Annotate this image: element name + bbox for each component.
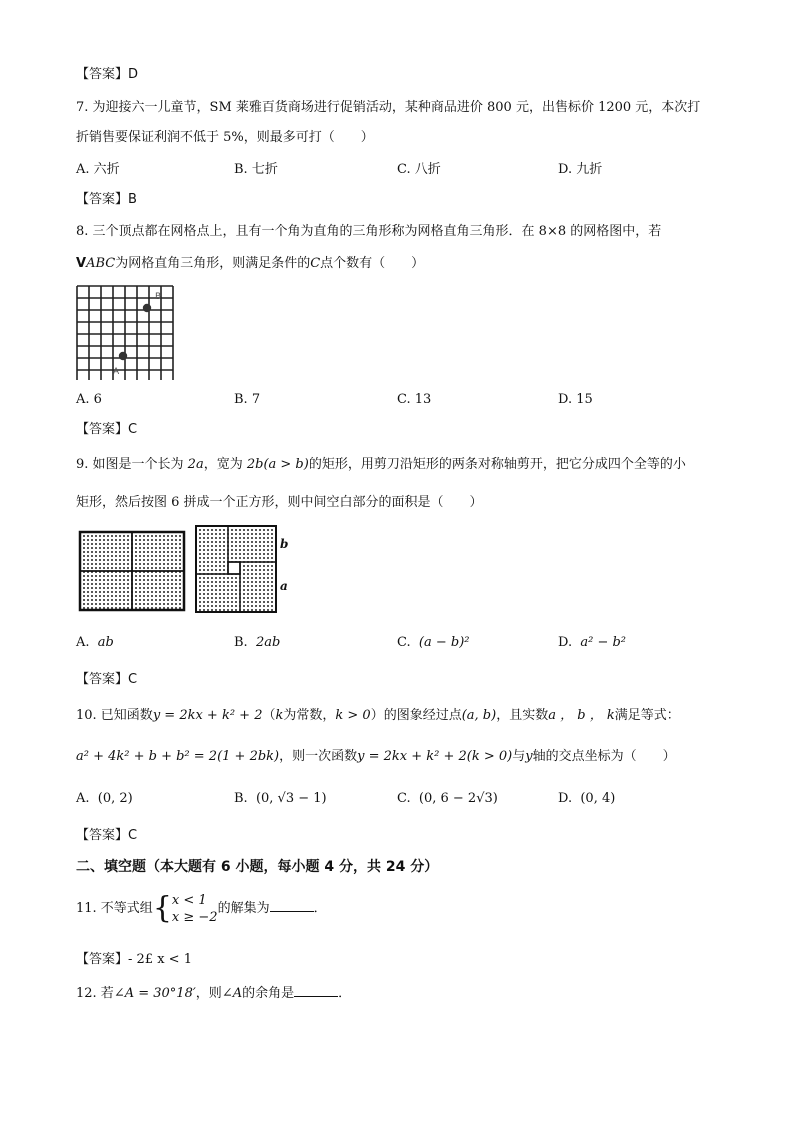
q12-line xyxy=(76,984,351,1003)
q10-option-b xyxy=(234,790,327,808)
q10-text-2: ）的图象经过点 xyxy=(370,708,462,723)
q10-text-4: 满足等式： xyxy=(614,708,680,723)
option-value: 2ab xyxy=(255,635,281,650)
option-value: (0, 4) xyxy=(580,791,616,806)
q12-angle: ∠A = 30°18′ xyxy=(113,986,196,1001)
inequality-1: x < 1 xyxy=(171,892,207,908)
square-figure xyxy=(194,524,294,616)
option-value: (a − b)² xyxy=(418,635,470,650)
answer-q7: 【答案】B xyxy=(76,192,137,207)
q9-option-a xyxy=(76,634,114,652)
q11-line xyxy=(76,889,327,929)
q8-option-d: D. 15 xyxy=(558,392,593,407)
q10-text-3: ，且实数 xyxy=(496,708,549,723)
q7-line1: 7. 为迎接六一儿童节，SM 莱雅百货商场进行促销活动，某种商品进价 800 元，出售标价 1200 元，本次打 xyxy=(76,100,701,115)
q7-line2: 折销售要保证利润不低于 5%，则最多可打（ ） xyxy=(76,130,374,145)
option-value: (0, √3 − 1) xyxy=(255,791,327,806)
answer-q8: 【答案】C xyxy=(76,422,138,437)
option-letter: D. xyxy=(558,635,573,650)
q10-option-c xyxy=(397,790,498,808)
q10-condition: k > 0 xyxy=(335,708,371,723)
q10-text-7: 轴的交点坐标为（ ） xyxy=(532,749,676,764)
q10-option-a xyxy=(76,790,133,808)
option-letter: D. xyxy=(558,791,573,806)
q9-length: 2a xyxy=(187,457,204,472)
q10-point: (a, b) xyxy=(461,708,497,723)
answer-value: - 2£ x < 1 xyxy=(128,952,192,967)
q9-text-3: 的矩形，用剪刀沿矩形的两条对称轴剪开，把它分成四个全等的小 xyxy=(308,457,686,472)
q9-option-d xyxy=(558,634,626,652)
q10-text-const: 为常数， xyxy=(283,708,336,723)
q10-equation: a² + 4k² + b + b² = 2(1 + 2bk) xyxy=(76,749,280,764)
q7-option-b: B. 七折 xyxy=(234,162,278,177)
q9-option-c xyxy=(397,634,469,652)
option-letter: A. xyxy=(76,635,90,650)
q9-line1 xyxy=(76,456,686,474)
q12-text-2: ，则 xyxy=(195,986,222,1001)
answer-q11 xyxy=(76,951,192,969)
q8-option-a: A. 6 xyxy=(76,392,102,407)
q10-text-5: ，则一次函数 xyxy=(279,749,358,764)
option-value: (0, 6 − 2√3) xyxy=(418,791,498,806)
q12-angle-ref: ∠A xyxy=(221,986,243,1001)
q7-option-d: D. 九折 xyxy=(558,162,603,177)
q8-option-c: C. 13 xyxy=(397,392,432,407)
q11-text: 11. 不等式组 xyxy=(76,901,153,916)
q10-function: y = 2kx + k² + 2 xyxy=(152,708,263,723)
q11-period: ． xyxy=(313,901,327,916)
answer-q10: 【答案】C xyxy=(76,828,138,843)
answer-q6: 【答案】D xyxy=(76,67,139,82)
option-letter: B. xyxy=(234,791,248,806)
q9-width: 2b xyxy=(246,457,264,472)
option-letter: C. xyxy=(397,791,411,806)
q8-text-end: 点个数有（ ） xyxy=(320,256,425,271)
q10-y-axis: y xyxy=(525,749,533,764)
q9-condition: (a > b) xyxy=(263,457,309,472)
label-a: A xyxy=(113,367,120,377)
q11-text-2: 的解集为 xyxy=(217,901,270,916)
q12-period: ． xyxy=(338,986,352,1001)
answer-blank xyxy=(270,899,314,912)
q10-text-6: 与 xyxy=(512,749,526,764)
point-b-dot xyxy=(143,304,151,312)
q10-linear-function: y = 2kx + k² + 2(k > 0) xyxy=(357,749,513,764)
q10-vars: a ， b ， k xyxy=(548,708,615,723)
q9-text: 9. 如图是一个长为 xyxy=(76,457,188,472)
q10-line1 xyxy=(76,707,680,725)
answer-label: 【答案】 xyxy=(76,952,129,967)
label-a: a xyxy=(280,579,288,593)
point-c: C xyxy=(310,256,321,271)
q8-line1: 8. 三个顶点都在网格点上，且有一个角为直角的三角形称为网格直角三角形．在 8×8 的网格图中，若 xyxy=(76,224,662,239)
option-value: (0, 2) xyxy=(97,791,133,806)
label-b: B xyxy=(155,292,162,302)
brace-symbol: { xyxy=(152,890,172,926)
q7-option-c: C. 八折 xyxy=(397,162,441,177)
q9-text-2: ，宽为 xyxy=(203,457,247,472)
q10-k: k xyxy=(275,708,284,723)
answer-q9: 【答案】C xyxy=(76,672,138,687)
q7-option-a: A. 六折 xyxy=(76,162,120,177)
q12-text: 12. 若 xyxy=(76,986,114,1001)
option-value: ab xyxy=(97,635,114,650)
inequality-2: x ≥ −2 xyxy=(171,909,218,925)
q9-option-b xyxy=(234,634,280,652)
grid-figure xyxy=(75,284,175,380)
point-a-dot xyxy=(119,352,127,360)
option-value: a² − b² xyxy=(580,635,627,650)
q10-line2 xyxy=(76,748,676,766)
triangle-name: ABC xyxy=(86,256,116,271)
q10-paren: （ xyxy=(262,708,276,723)
q10-text: 10. 已知函数 xyxy=(76,708,153,723)
q10-option-d xyxy=(558,790,615,808)
rectangle-figure xyxy=(78,530,186,612)
q8-text: 为网格直角三角形，则满足条件的 xyxy=(115,256,311,271)
option-letter: C. xyxy=(397,635,411,650)
triangle-symbol: V xyxy=(76,256,87,271)
q8-option-b: B. 7 xyxy=(234,392,261,407)
q8-line2 xyxy=(76,255,424,273)
answer-blank xyxy=(294,984,338,997)
section-title: 二、填空题（本大题有 6 小题，每小题 4 分，共 24 分） xyxy=(76,859,439,875)
label-b: b xyxy=(280,537,289,551)
option-letter: B. xyxy=(234,635,248,650)
inequality-system xyxy=(172,892,218,926)
q12-text-3: 的余角是 xyxy=(242,986,295,1001)
q9-line2: 矩形，然后按图 6 拼成一个正方形，则中间空白部分的面积是（ ） xyxy=(76,495,483,510)
option-letter: A. xyxy=(76,791,90,806)
